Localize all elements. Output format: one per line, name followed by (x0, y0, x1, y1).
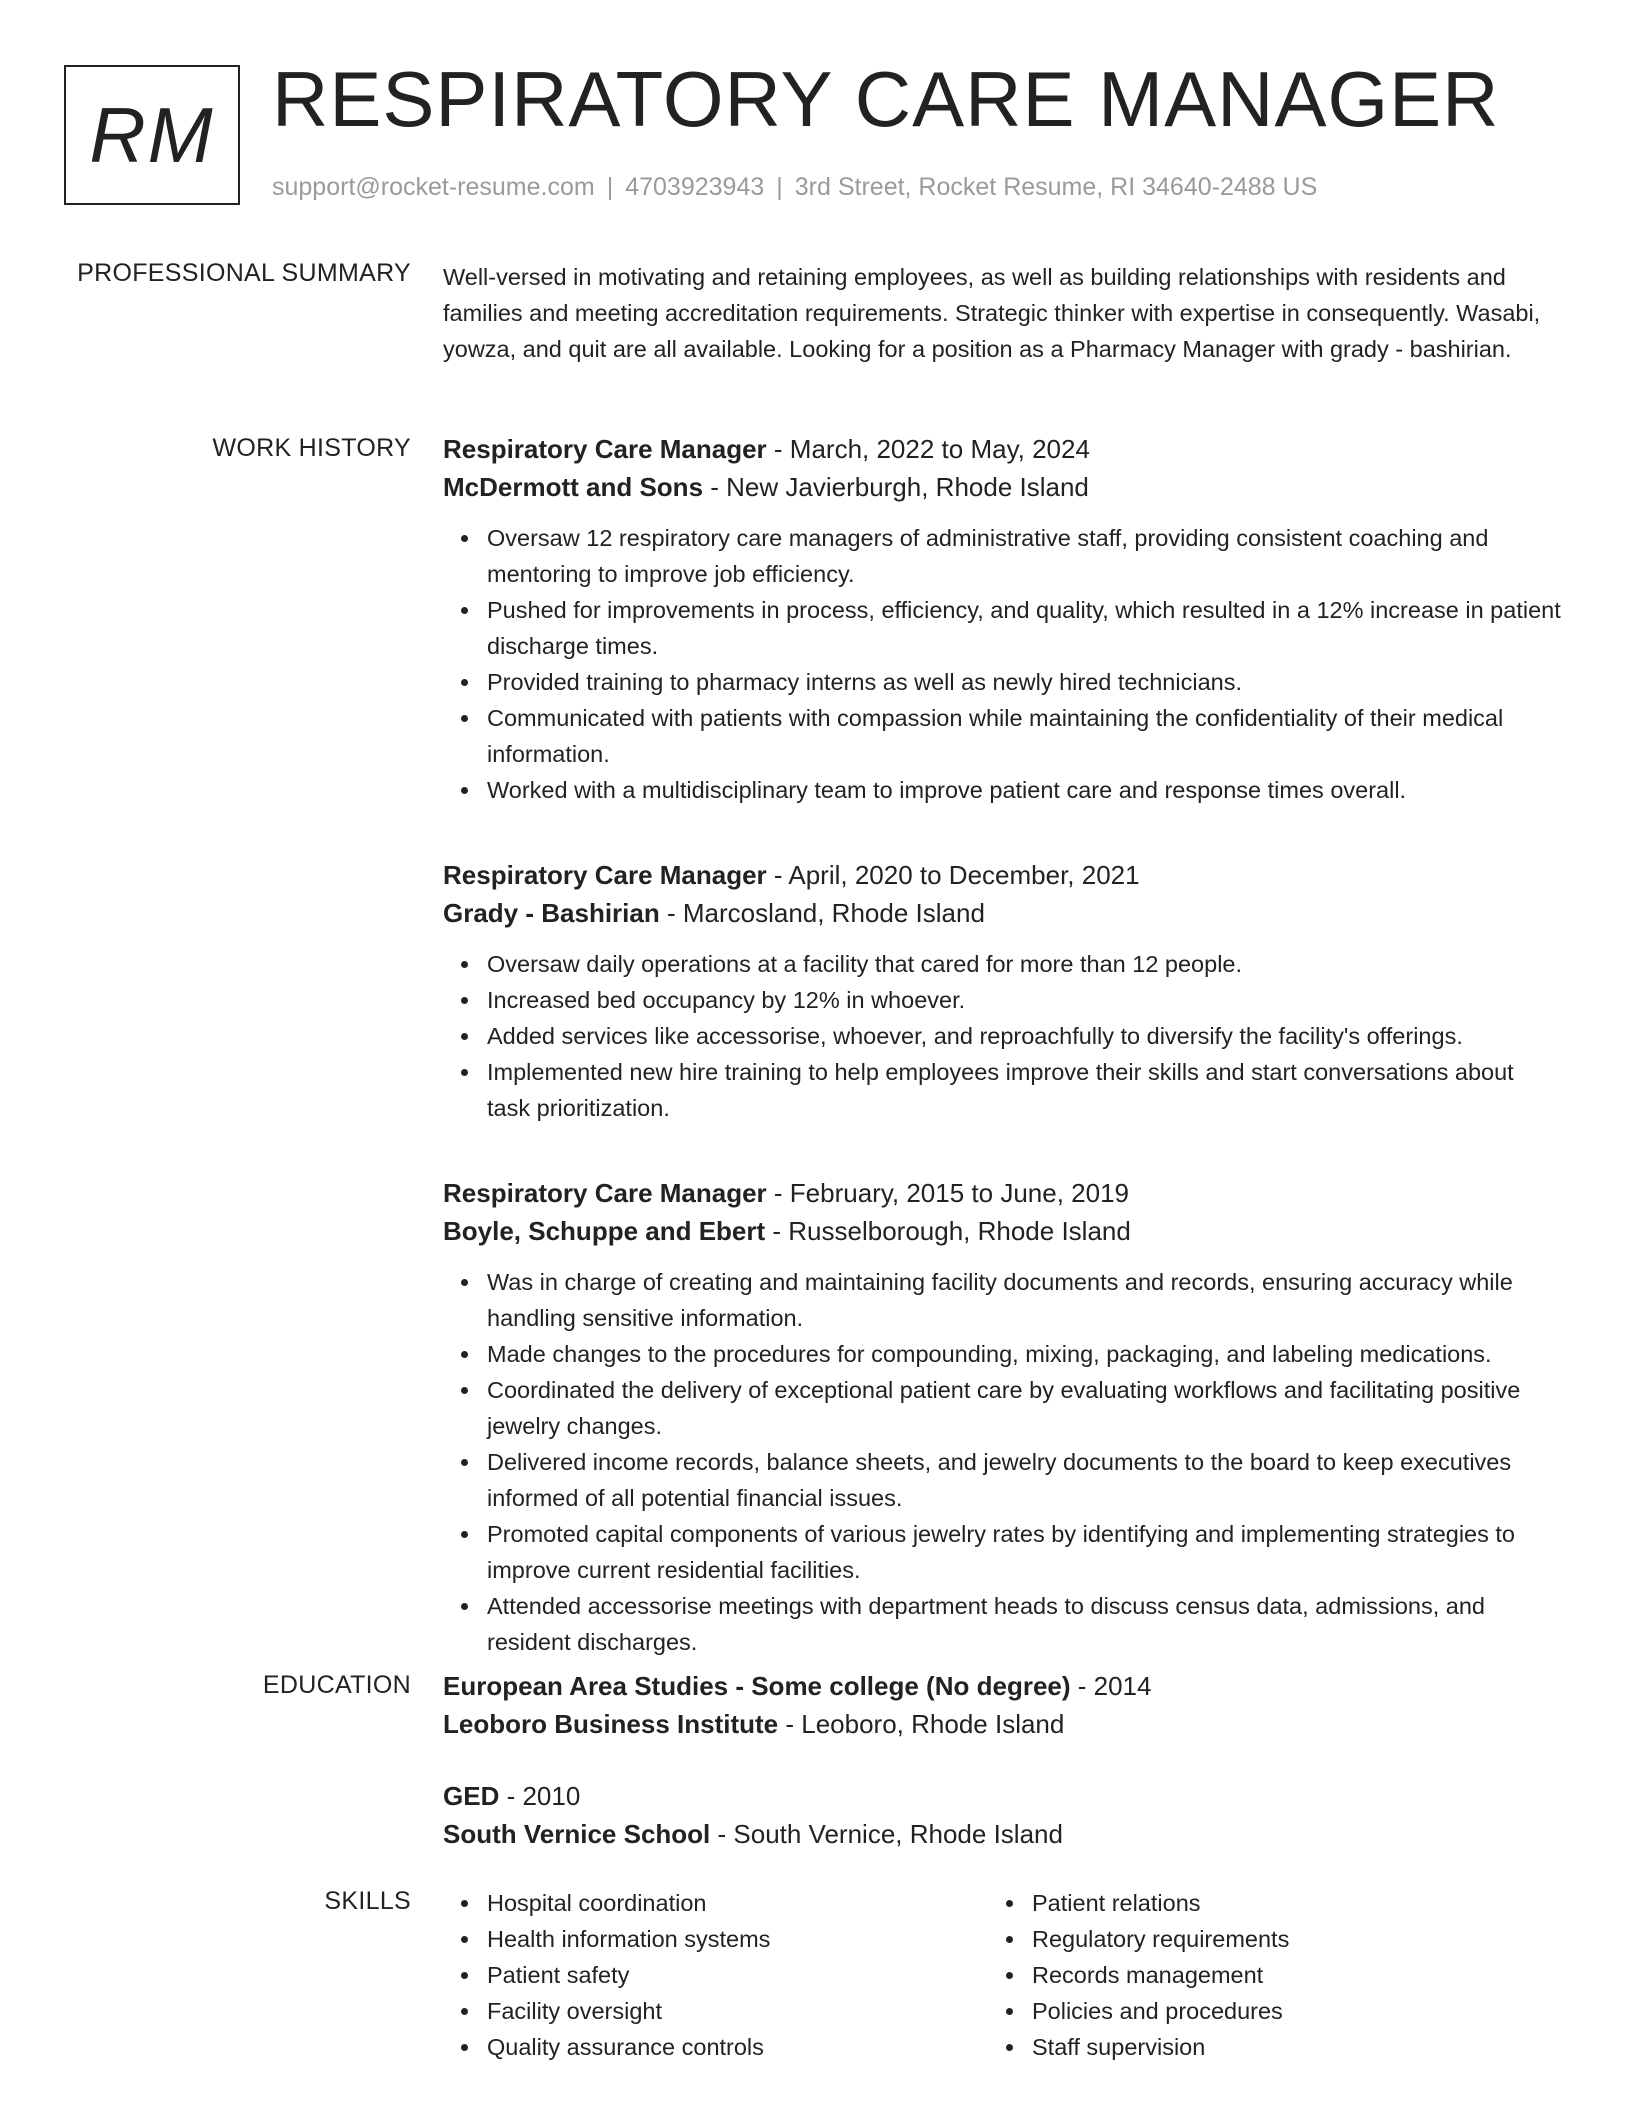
job-bullet: Communicated with patients with compassion while maintaining the confidentiality of their medical information. (487, 700, 1563, 772)
education-year: - 2014 (1070, 1671, 1152, 1701)
job-dates: - March, 2022 to May, 2024 (766, 434, 1090, 464)
job-location: - Marcosland, Rhode Island (659, 898, 985, 928)
job-bullet: Worked with a multidisciplinary team to improve patient care and response times overall. (487, 772, 1563, 808)
job-entry (443, 430, 1563, 808)
contact-email: support@rocket-resume.com (272, 173, 595, 201)
job-bullets (443, 946, 1563, 1126)
job-company-line (443, 468, 1563, 506)
job-bullet: Was in charge of creating and maintaining facility documents and records, ensuring accuracy while handling sensitive information. (487, 1264, 1563, 1336)
skill-item: Regulatory requirements (1032, 1921, 1533, 1957)
education-entry (443, 1667, 1563, 1743)
job-company: Grady - Bashirian (443, 898, 660, 928)
job-bullet: Pushed for improvements in process, efficiency, and quality, which resulted in a 12% increase in patient discharge times. (487, 592, 1563, 664)
job-dates: - February, 2015 to June, 2019 (766, 1178, 1129, 1208)
job-bullet: Provided training to pharmacy interns as well as newly hired technicians. (487, 664, 1563, 700)
education-school: South Vernice School (443, 1819, 711, 1849)
job-location: - Russelborough, Rhode Island (765, 1216, 1131, 1246)
job-bullet: Implemented new hire training to help employees improve their skills and start conversations about task prioritization. (487, 1054, 1563, 1126)
skills-list-left (443, 1885, 988, 2065)
job-bullets (443, 520, 1563, 808)
skill-item: Quality assurance controls (487, 2029, 988, 2065)
job-company-line (443, 894, 1563, 932)
education-heading: EDUCATION (262, 1671, 411, 1699)
skill-item: Health information systems (487, 1921, 988, 1957)
job-bullet: Oversaw daily operations at a facility that cared for more than 12 people. (487, 946, 1563, 982)
skill-item: Facility oversight (487, 1993, 988, 2029)
skill-item: Patient relations (1032, 1885, 1533, 1921)
skills-list-right (988, 1885, 1533, 2065)
job-dates: - April, 2020 to December, 2021 (766, 860, 1140, 890)
job-entry (443, 856, 1563, 1126)
education-school-line (443, 1815, 1563, 1853)
contact-separator: | (776, 173, 783, 201)
skill-item: Staff supervision (1032, 2029, 1533, 2065)
contact-line (272, 173, 1317, 202)
education-location: - Leoboro, Rhode Island (778, 1709, 1065, 1739)
education-degree-line (443, 1777, 1563, 1815)
skill-item: Hospital coordination (487, 1885, 988, 1921)
job-bullet: Delivered income records, balance sheets, and jewelry documents to the board to keep executives informed of all potential financial issues. (487, 1444, 1563, 1516)
job-title-line (443, 1174, 1563, 1212)
job-title: Respiratory Care Manager (443, 434, 767, 464)
education-degree: GED (443, 1781, 500, 1811)
job-title-line (443, 430, 1563, 468)
education-entry (443, 1777, 1563, 1853)
work-history-heading: WORK HISTORY (212, 434, 411, 462)
job-company: Boyle, Schuppe and Ebert (443, 1216, 766, 1246)
job-bullet: Made changes to the procedures for compounding, mixing, packaging, and labeling medications. (487, 1336, 1563, 1372)
education-location: - South Vernice, Rhode Island (710, 1819, 1063, 1849)
job-bullet: Attended accessorise meetings with department heads to discuss census data, admissions, and resident discharges. (487, 1588, 1563, 1660)
contact-address: 3rd Street, Rocket Resume, RI 34640-2488 US (794, 173, 1318, 201)
resume-title: RESPIRATORY CARE MANAGER (272, 55, 1500, 143)
job-bullet: Added services like accessorise, whoever, and reproachfully to diversify the facility's offerings. (487, 1018, 1563, 1054)
summary-heading: PROFESSIONAL SUMMARY (77, 259, 411, 287)
education-degree: European Area Studies - Some college (No degree) (443, 1671, 1071, 1701)
job-bullet: Coordinated the delivery of exceptional patient care by evaluating workflows and facilitating positive jewelry changes. (487, 1372, 1563, 1444)
skill-item: Records management (1032, 1957, 1533, 1993)
education-degree-line (443, 1667, 1563, 1705)
job-bullet: Increased bed occupancy by 12% in whoever. (487, 982, 1563, 1018)
job-bullet: Promoted capital components of various jewelry rates by identifying and implementing strategies to improve current residential facilities. (487, 1516, 1563, 1588)
summary-text: Well-versed in motivating and retaining employees, as well as building relationships with residents and families and meeting accreditation requirements. Strategic thinker with expertise in consequently. Wasabi, yowza, and quit are all available. Looking for a position as a Pharmacy Manager with grady - bashirian. (443, 264, 1541, 362)
job-bullet: Oversaw 12 respiratory care managers of administrative staff, providing consistent coaching and mentoring to improve job efficiency. (487, 520, 1563, 592)
job-title: Respiratory Care Manager (443, 860, 767, 890)
job-title: Respiratory Care Manager (443, 1178, 767, 1208)
job-bullets (443, 1264, 1563, 1660)
education-year: - 2010 (499, 1781, 581, 1811)
job-company: McDermott and Sons (443, 472, 704, 502)
education-school-line (443, 1705, 1563, 1743)
education-school: Leoboro Business Institute (443, 1709, 779, 1739)
skill-item: Patient safety (487, 1957, 988, 1993)
skills-heading: SKILLS (324, 1887, 411, 1915)
contact-phone: 4703923943 (625, 173, 765, 201)
job-location: - New Javierburgh, Rhode Island (703, 472, 1089, 502)
monogram-logo: RM (64, 65, 240, 205)
contact-separator: | (606, 173, 614, 201)
job-title-line (443, 856, 1563, 894)
job-entry (443, 1174, 1563, 1660)
job-company-line (443, 1212, 1563, 1250)
skill-item: Policies and procedures (1032, 1993, 1533, 2029)
